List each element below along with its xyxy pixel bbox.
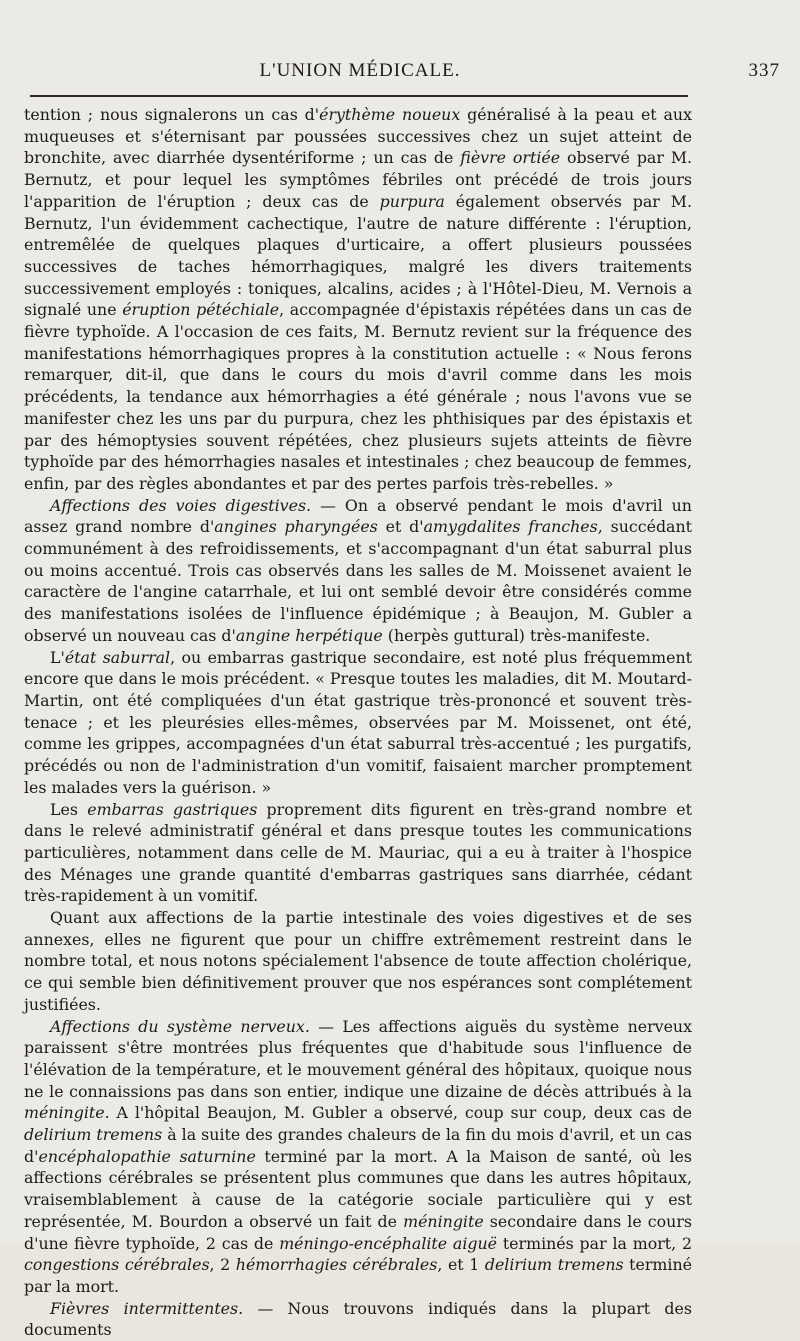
text-run: terminé par la mort. A la Maison de santé, où les affections cérébrales se présentent plus communes que dans les autres hôpitaux, vraisemblablement à cause de la catégorie sociale particulière qui y est représentée, M. Bourdon a observé un fait de xyxy=(24,1146,692,1231)
text-run: et d' xyxy=(377,517,424,537)
italic-term: hémorrhagies cérébrales xyxy=(235,1255,438,1275)
paragraph-intestinal-affections xyxy=(24,907,692,1016)
text-run: Les xyxy=(50,799,88,819)
page-header xyxy=(24,58,780,90)
text-run: L' xyxy=(50,647,65,667)
italic-term: Affections du système nerveux. xyxy=(50,1016,310,1036)
italic-term: congestions cérébrales xyxy=(24,1255,210,1275)
italic-term: encéphalopathie saturnine xyxy=(38,1146,256,1166)
text-run: — Nous trouvons indiqués dans la plupart des documents xyxy=(24,1298,692,1340)
italic-term: purpura xyxy=(379,191,445,211)
paragraph-gastric-embarrassments xyxy=(24,799,692,908)
text-run: — On a observé pendant le mois d'avril un assez grand nombre d' xyxy=(24,495,692,537)
italic-term: delirium tremens xyxy=(484,1255,624,1275)
text-run: terminé par la mort. xyxy=(24,1255,692,1296)
text-run: , et 1 xyxy=(437,1255,485,1275)
italic-term: amygdalites franches xyxy=(423,517,598,537)
text-run: . A l'hôpital Beaujon, M. Gubler a observé, coup sur coup, deux cas de xyxy=(104,1103,692,1123)
text-run: secondaire dans le cours d'une fièvre typhoïde, 2 cas de xyxy=(24,1211,692,1253)
text-run: , accompagnée d'épistaxis répétées dans un cas de fièvre typhoïde. A l'occasion de ces faits, M. Bernutz revient sur la fréquence des manifestations hémorrhagiques propres à la constitution actuelle : « Nous ferons remarquer, dit-il, que dans le cours du mois d'avril comme dans les mois précédents, la tendance aux hémorrhagies a été générale ; nous l'avons vue se manifester chez les uns par du purpura, chez les phthisiques par des épistaxis et par des hémoptysies souvent répétées, chez plusieurs sujets atteints de fièvre typhoïde par des hémorrhagies nasales et intestinales ; chez beaucoup de femmes, enfin, par des règles abondantes et par des pertes parfois très-rebelles. » xyxy=(24,300,692,493)
text-run: — Les affections aiguës du système nerveux paraissent s'être montrées plus fréquentes que d'habitude sous l'influence de l'élévation de la température, et le mouvement général des hôpitaux, quoique nous ne le connaissions pas dans son entier, indique une dizaine de décès attribués à la xyxy=(24,1016,693,1101)
text-run: , 2 xyxy=(209,1255,236,1275)
paragraph-hemorrhagic-eruptions xyxy=(24,104,692,495)
italic-term: méningite xyxy=(24,1103,105,1123)
text-run: Quant aux affections de la partie intestinale des voies digestives et de ses annexes, elles ne figurent que pour un chiffre extrêmement restreint dans le nombre total, et nous notons spécialement l'absence de toute affection cholérique, ce qui semble bien définitivement prouver que nos espérances sont complétement justifiées. xyxy=(24,908,692,1014)
text-run: également observés par M. Bernutz, l'un évidemment cachectique, l'autre de nature différente : l'éruption, entremêlée de quelques plaques d'urticaire, a offert plusieurs poussées successives de taches hémorrhagiques, malgré les divers traitements successivement employés : toniques, alcalins, acides ; à l'Hôtel-Dieu, M. Vernois a signalé une xyxy=(24,191,692,320)
italic-term: érythème noueux xyxy=(319,105,461,124)
italic-term: angines pharyngées xyxy=(214,517,378,537)
italic-term: Affections des voies digestives. xyxy=(50,495,312,515)
italic-term: delirium tremens xyxy=(24,1125,163,1145)
paragraph-intermittent-fevers xyxy=(24,1298,692,1341)
text-run: proprement dits figurent en très-grand nombre et dans le relevé administratif général et dans presque toutes les communications particulières, notamment dans celle de M. Mauriac, qui a eu à traiter à l'hospice des Ménages une grande quantité d'embarras gastriques sans diarrhée, cédant très-rapidement à un vomitif. xyxy=(24,799,692,906)
text-run: tention ; nous signalerons un cas d' xyxy=(24,105,320,124)
header-rule xyxy=(30,95,688,97)
page-number: 337 xyxy=(748,60,780,81)
running-title: L'UNION MÉDICALE. xyxy=(259,60,461,81)
paragraph-digestive-affections xyxy=(24,495,692,647)
text-run: terminés par la mort, 2 xyxy=(497,1233,692,1253)
text-run: observé par M. Bernutz, et pour lequel les symptômes fébriles ont précédé de trois jours l'apparition de l'éruption ; deux cas de xyxy=(24,148,693,211)
text-run: , succédant communément à des refroidissements, et s'accompagnant d'un état saburral plus ou moins accentué. Trois cas observés dans les salles de M. Moissenet avaient le caractère de l'angine catarrhale, et lui ont semblé devoir être considérés comme des manifestations isolées de l'influence épidémique ; à Beaujon, M. Gubler a observé un nouveau cas d' xyxy=(24,517,692,645)
italic-term: fièvre ortiée xyxy=(460,148,561,168)
italic-term: état saburral xyxy=(64,647,171,667)
italic-term: éruption pétéchiale xyxy=(122,300,280,320)
italic-term: méningite xyxy=(403,1211,484,1231)
text-run: , ou embarras gastrique secondaire, est noté plus fréquemment encore que dans le mois précédent. « Presque toutes les maladies, dit M. Moutard-Martin, ont été compliquées d'un état gastrique très-prononcé et souvent très-tenace ; et les pleurésies elles-mêmes, observées par M. Moissenet, ont été, comme les grippes, accompagnées d'un état saburral très-accentué ; les purgatifs, précédés ou non de l'administration d'un vomitif, faisaient marcher promptement les malades vers la guérison. » xyxy=(24,647,692,797)
paragraph-nervous-system xyxy=(24,1016,692,1298)
text-run: généralisé à la peau et aux muqueuses et s'éternisant par poussées successives chez un sujet atteint de bronchite, avec diarrhée dysentériforme ; un cas de xyxy=(24,105,693,168)
body-text xyxy=(24,104,692,1341)
italic-term: embarras gastriques xyxy=(87,799,258,819)
text-run: à la suite des grandes chaleurs de la fin du mois d'avril, et un cas d' xyxy=(24,1125,692,1166)
italic-term: Fièvres intermittentes. xyxy=(50,1298,244,1318)
text-run: (herpès guttural) très-manifeste. xyxy=(382,625,651,645)
italic-term: méningo-encéphalite aiguë xyxy=(279,1233,498,1253)
italic-term: angine herpétique xyxy=(235,625,383,645)
paragraph-saburral-state xyxy=(24,647,692,799)
